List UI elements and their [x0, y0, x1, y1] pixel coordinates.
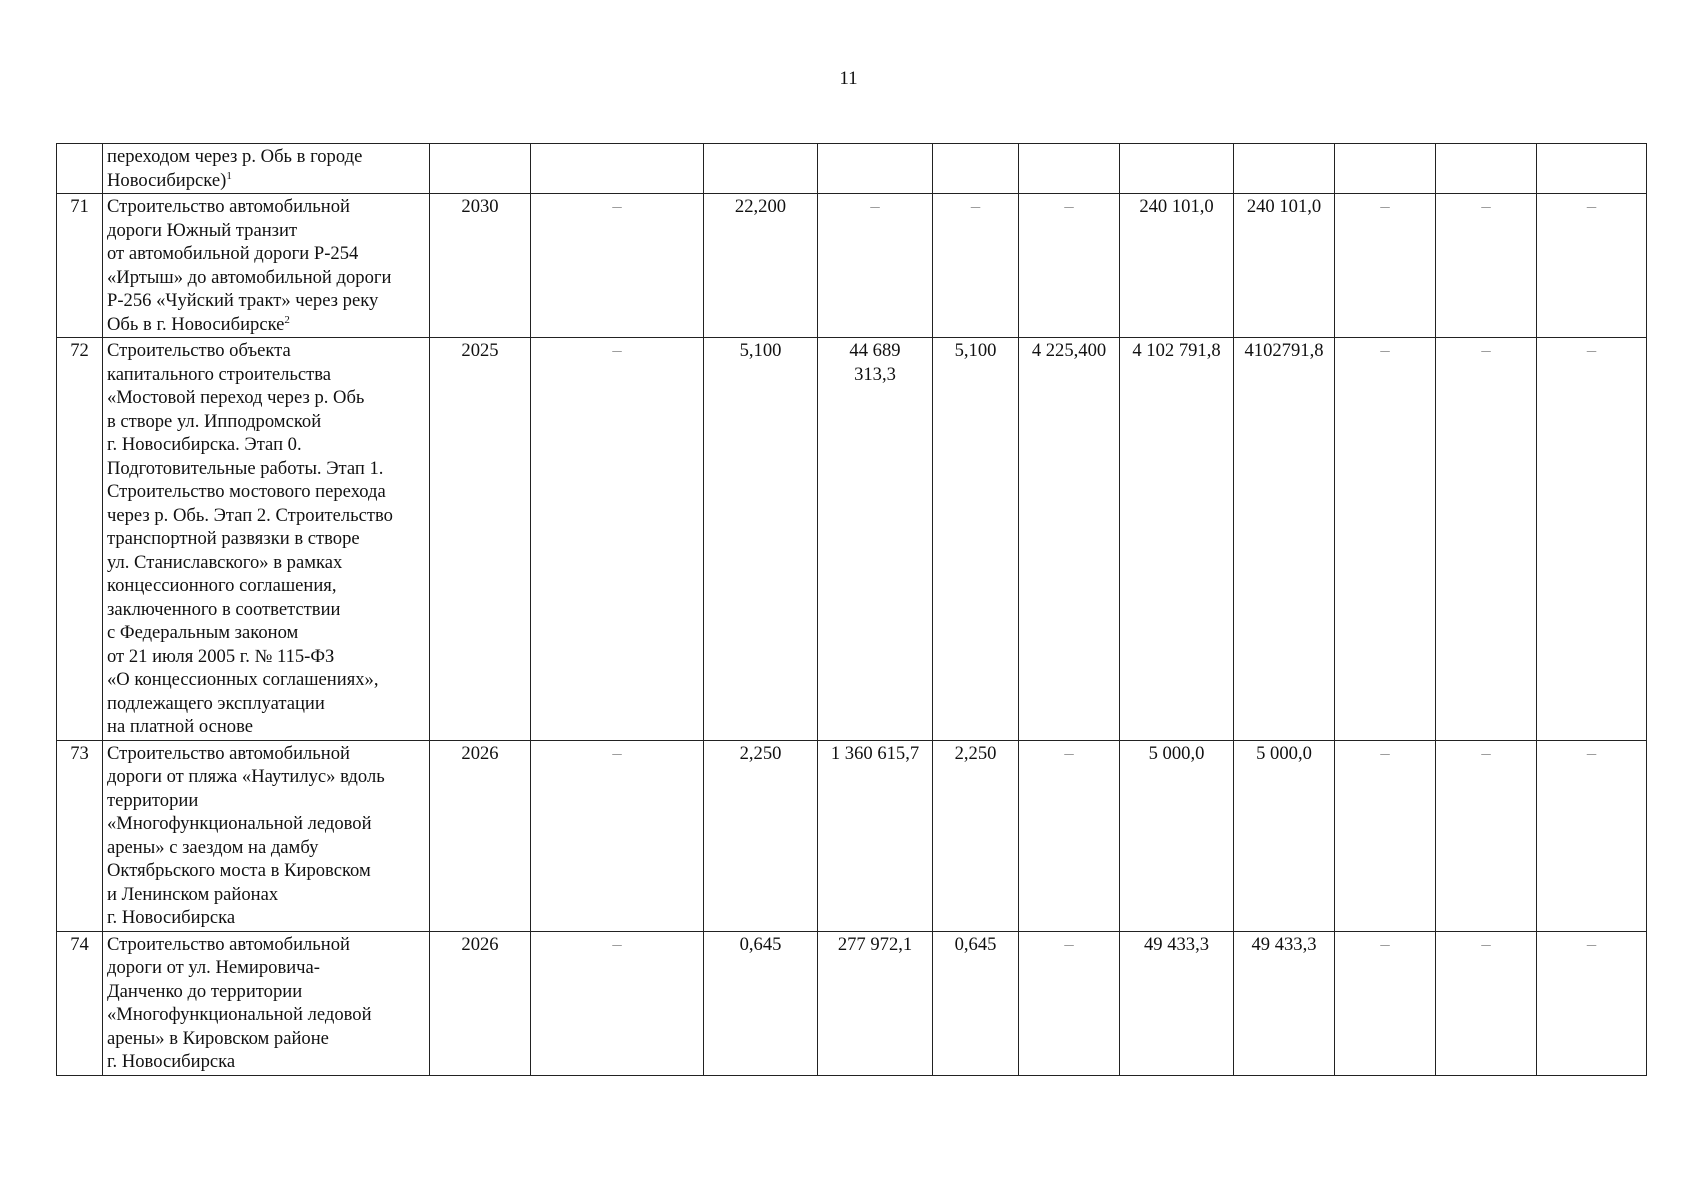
- table-cell: 4 102 791,8: [1120, 338, 1234, 741]
- table-cell: [1019, 144, 1120, 194]
- table-cell: –: [1537, 338, 1647, 741]
- object-name-line: «Иртыш» до автомобильной дороги: [107, 266, 392, 288]
- table-cell: –: [531, 194, 704, 338]
- object-name-line: Обь в г. Новосибирске$^2$: [107, 313, 290, 335]
- object-name: [103, 338, 430, 741]
- object-name-line: дороги от пляжа «Наутилус» вдоль: [107, 766, 385, 787]
- table-cell: –: [1019, 740, 1120, 931]
- object-name-line: Строительство автомобильной: [107, 196, 350, 217]
- table-row: [57, 144, 1647, 194]
- object-name: [103, 931, 430, 1075]
- table-cell: –: [1537, 931, 1647, 1075]
- table-cell: –: [1335, 740, 1436, 931]
- object-name-line: переходом через р. Обь в городе: [107, 146, 363, 167]
- object-name-line: и Ленинском районах: [107, 883, 279, 905]
- row-number: 74: [57, 931, 103, 1075]
- table-cell: –: [531, 338, 704, 741]
- table-cell: [933, 144, 1019, 194]
- table-cell: 22,200: [704, 194, 818, 338]
- row-number: 72: [57, 338, 103, 741]
- object-name-line: подлежащего эксплуатации: [107, 692, 325, 714]
- table-cell: –: [531, 931, 704, 1075]
- table-cell: [1436, 144, 1537, 194]
- data-table: [56, 143, 1647, 1076]
- table-cell: –: [1436, 931, 1537, 1075]
- object-name-line: арены» с заездом на дамбу: [107, 836, 319, 858]
- table-cell: –: [531, 740, 704, 931]
- page-number: 11: [839, 68, 858, 89]
- table-cell: 2026: [430, 931, 531, 1075]
- table-cell: 0,645: [933, 931, 1019, 1075]
- table-cell: 1 360 615,7: [818, 740, 933, 931]
- object-name-line: заключенного в соответствии: [107, 598, 341, 620]
- table-body: [57, 144, 1647, 1076]
- object-name-line: ул. Станиславского» в рамках: [107, 551, 343, 573]
- object-name-line: капитального строительства: [107, 363, 331, 385]
- object-name-line: Данченко до территории: [107, 980, 303, 1002]
- object-name: [103, 740, 430, 931]
- table-cell: [1537, 144, 1647, 194]
- row-number: 73: [57, 740, 103, 931]
- object-name: [103, 194, 430, 338]
- row-number: 71: [57, 194, 103, 338]
- table-cell: [531, 144, 704, 194]
- table-cell: 0,645: [704, 931, 818, 1075]
- table-cell: 2,250: [704, 740, 818, 931]
- table-row: [57, 338, 1647, 741]
- table-cell: [818, 144, 933, 194]
- table-cell: –: [1436, 740, 1537, 931]
- object-name-line: с Федеральным законом: [107, 622, 299, 643]
- table-cell-line: 313,3: [854, 363, 896, 385]
- table-cell: 5 000,0: [1120, 740, 1234, 931]
- object-name-line: «О концессионных соглашениях»,: [107, 669, 379, 690]
- table-cell: –: [1436, 338, 1537, 741]
- table-cell: –: [1019, 931, 1120, 1075]
- table-cell: 240 101,0: [1234, 194, 1335, 338]
- object-name-line: Подготовительные работы. Этап 1.: [107, 457, 384, 479]
- object-name-line: «Многофункциональной ледовой: [107, 1004, 372, 1025]
- table-cell: 4102791,8: [1234, 338, 1335, 741]
- table-cell: –: [1537, 194, 1647, 338]
- table-cell: 2030: [430, 194, 531, 338]
- object-name-line: Октябрьского моста в Кировском: [107, 860, 371, 881]
- table-row: [57, 740, 1647, 931]
- table-cell: 4 225,400: [1019, 338, 1120, 741]
- table-cell: –: [1537, 740, 1647, 931]
- object-name-line: концессионного соглашения,: [107, 575, 337, 596]
- table-row: [57, 931, 1647, 1075]
- object-name-line: Р-256 «Чуйский тракт» через реку: [107, 290, 379, 311]
- table-cell: 5,100: [704, 338, 818, 741]
- table-cell-line: 44 689: [849, 340, 901, 361]
- table-cell: –: [933, 194, 1019, 338]
- table-cell: 5,100: [933, 338, 1019, 741]
- table-cell: 240 101,0: [1120, 194, 1234, 338]
- object-name: [103, 144, 430, 194]
- table-cell: 2026: [430, 740, 531, 931]
- table-cell: –: [1335, 338, 1436, 741]
- object-name-line: через р. Обь. Этап 2. Строительство: [107, 504, 393, 526]
- table-cell: [1335, 144, 1436, 194]
- footnote-marker: 2: [284, 313, 290, 326]
- table-cell: [430, 144, 531, 194]
- table-cell: 2,250: [933, 740, 1019, 931]
- table-cell: 277 972,1: [818, 931, 933, 1075]
- object-name-line: в створе ул. Ипподромской: [107, 410, 322, 432]
- object-name-line: Строительство автомобильной: [107, 742, 350, 764]
- object-name-line: Строительство мостового перехода: [107, 481, 386, 502]
- object-name-line: «Мостовой переход через р. Обь: [107, 387, 365, 408]
- table-cell: [1120, 144, 1234, 194]
- object-name-line: дороги от ул. Немировича-: [107, 957, 320, 978]
- object-name-line: Строительство автомобильной: [107, 933, 350, 955]
- object-name-line: «Многофункциональной ледовой: [107, 813, 372, 834]
- table-cell: –: [1436, 194, 1537, 338]
- object-name-line: территории: [107, 789, 199, 811]
- table-cell: –: [1335, 194, 1436, 338]
- table-cell: –: [1019, 194, 1120, 338]
- table-cell: –: [818, 194, 933, 338]
- table-cell: [704, 144, 818, 194]
- object-name-line: г. Новосибирска: [107, 1051, 236, 1072]
- object-name-line: от 21 июля 2005 г. № 115-ФЗ: [107, 645, 335, 667]
- table-cell: 49 433,3: [1120, 931, 1234, 1075]
- table-cell: 49 433,3: [1234, 931, 1335, 1075]
- footnote-marker: 1: [226, 169, 232, 182]
- object-name-line: Новосибирске)$^1$: [107, 169, 232, 191]
- table-cell: [1234, 144, 1335, 194]
- object-name-line: Строительство объекта: [107, 340, 291, 361]
- object-name-line: дороги Южный транзит: [107, 219, 298, 241]
- table-row: [57, 194, 1647, 338]
- object-name-line: г. Новосибирска. Этап 0.: [107, 434, 302, 455]
- table-cell: 5 000,0: [1234, 740, 1335, 931]
- object-name-line: транспортной развязки в створе: [107, 528, 360, 549]
- table-cell: –: [1335, 931, 1436, 1075]
- table-cell: 2025: [430, 338, 531, 741]
- object-name-line: г. Новосибирска: [107, 907, 236, 928]
- object-name-line: на платной основе: [107, 716, 254, 737]
- object-name-line: от автомобильной дороги Р-254: [107, 243, 359, 264]
- row-number: [57, 144, 103, 194]
- table-cell: [818, 338, 933, 741]
- object-name-line: арены» в Кировском районе: [107, 1027, 329, 1049]
